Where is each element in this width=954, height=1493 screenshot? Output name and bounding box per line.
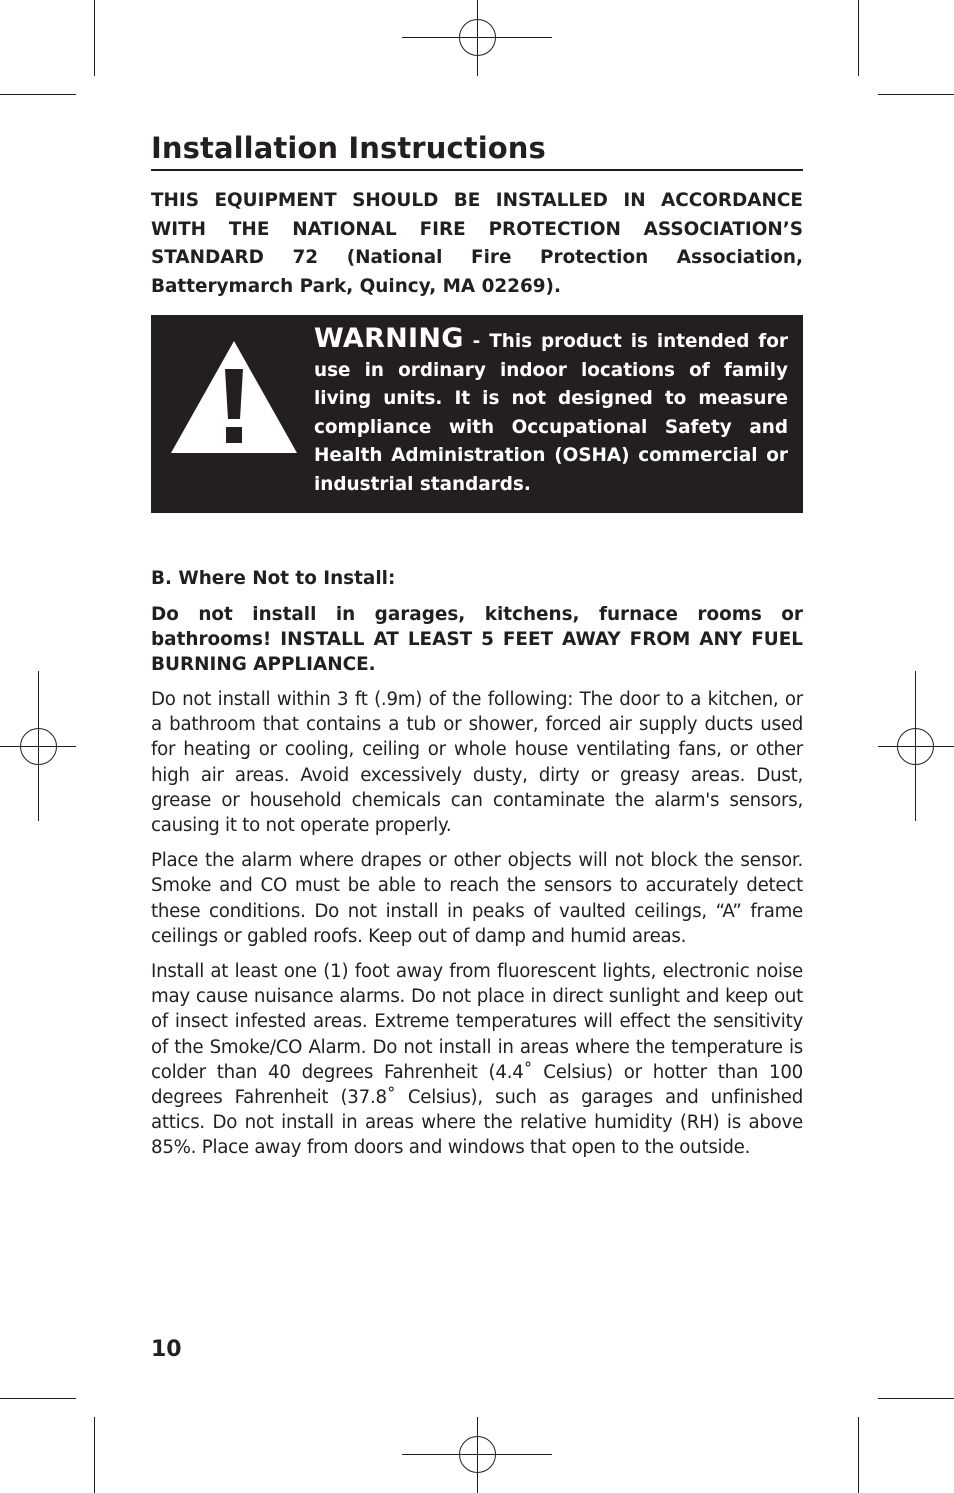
intro-statement: THIS EQUIPMENT SHOULD BE INSTALLED IN ACCORDANCE WITH THE NATIONAL FIRE PROTECTION ASSOCIATION’S STANDARD 72 (National Fire Protection Association, Batterymarch Park, Quincy, MA 02269). xyxy=(151,190,803,297)
warning-text-block xyxy=(314,325,788,499)
section-heading: B. Where Not to Install: xyxy=(151,568,396,589)
warning-box xyxy=(151,315,803,513)
body-paragraph: Do not install within 3 ft (.9m) of the following: The door to a kitchen, or a bathroom that contains a tub or shower, forced air supply ducts used for heating or cooling, ceiling or whole house ventilating fans, or other high air areas. Avoid excessively dusty, dirty or greasy areas. Dust, grease or household chemicals can contaminate the alarm's sensors, causing it to not operate properly. xyxy=(151,689,803,837)
warning-label: WARNING xyxy=(314,323,464,354)
bold-warning-paragraph: Do not install in garages, kitchens, furnace rooms or bathrooms! INSTALL AT LEAST 5 FEET AWAY FROM ANY FUEL BURNING APPLIANCE. xyxy=(151,604,803,675)
body-paragraph: Install at least one (1) foot away from fluorescent lights, electronic noise may cause nuisance alarms. Do not place in direct sunlight and keep out of insect infested areas. Extreme temperatures will effect the sensitivity of the Smoke/CO Alarm. Do not install in areas where the temperature is colder than 40 degrees Fahrenheit (4.4˚ Celsius) or hotter than 100 degrees Fahrenheit (37.8˚ Celsius), such as garages and unfinished attics. Do not install in areas where the relative humidity (RH) is above 85%. Place away from doors and windows that open to the outside. xyxy=(151,961,803,1159)
body-paragraph: Place the alarm where drapes or other objects will not block the sensor. Smoke and CO must be able to reach the sensors to accurately detect these conditions. Do not install in peaks of vaulted ceilings, “A” frame ceilings or gabled roofs. Keep out of damp and humid areas. xyxy=(151,850,803,947)
page-content xyxy=(151,128,803,1161)
warning-triangle-icon xyxy=(169,341,299,457)
page-title: Installation Instructions xyxy=(151,128,803,171)
page-number: 10 xyxy=(151,1337,182,1362)
warning-message: - This product is intended for use in ordinary indoor locations of family living units. It is not designed to measure compliance with Occupational Safety and Health Administration (OSHA) commercial or industrial standards. xyxy=(314,331,788,495)
